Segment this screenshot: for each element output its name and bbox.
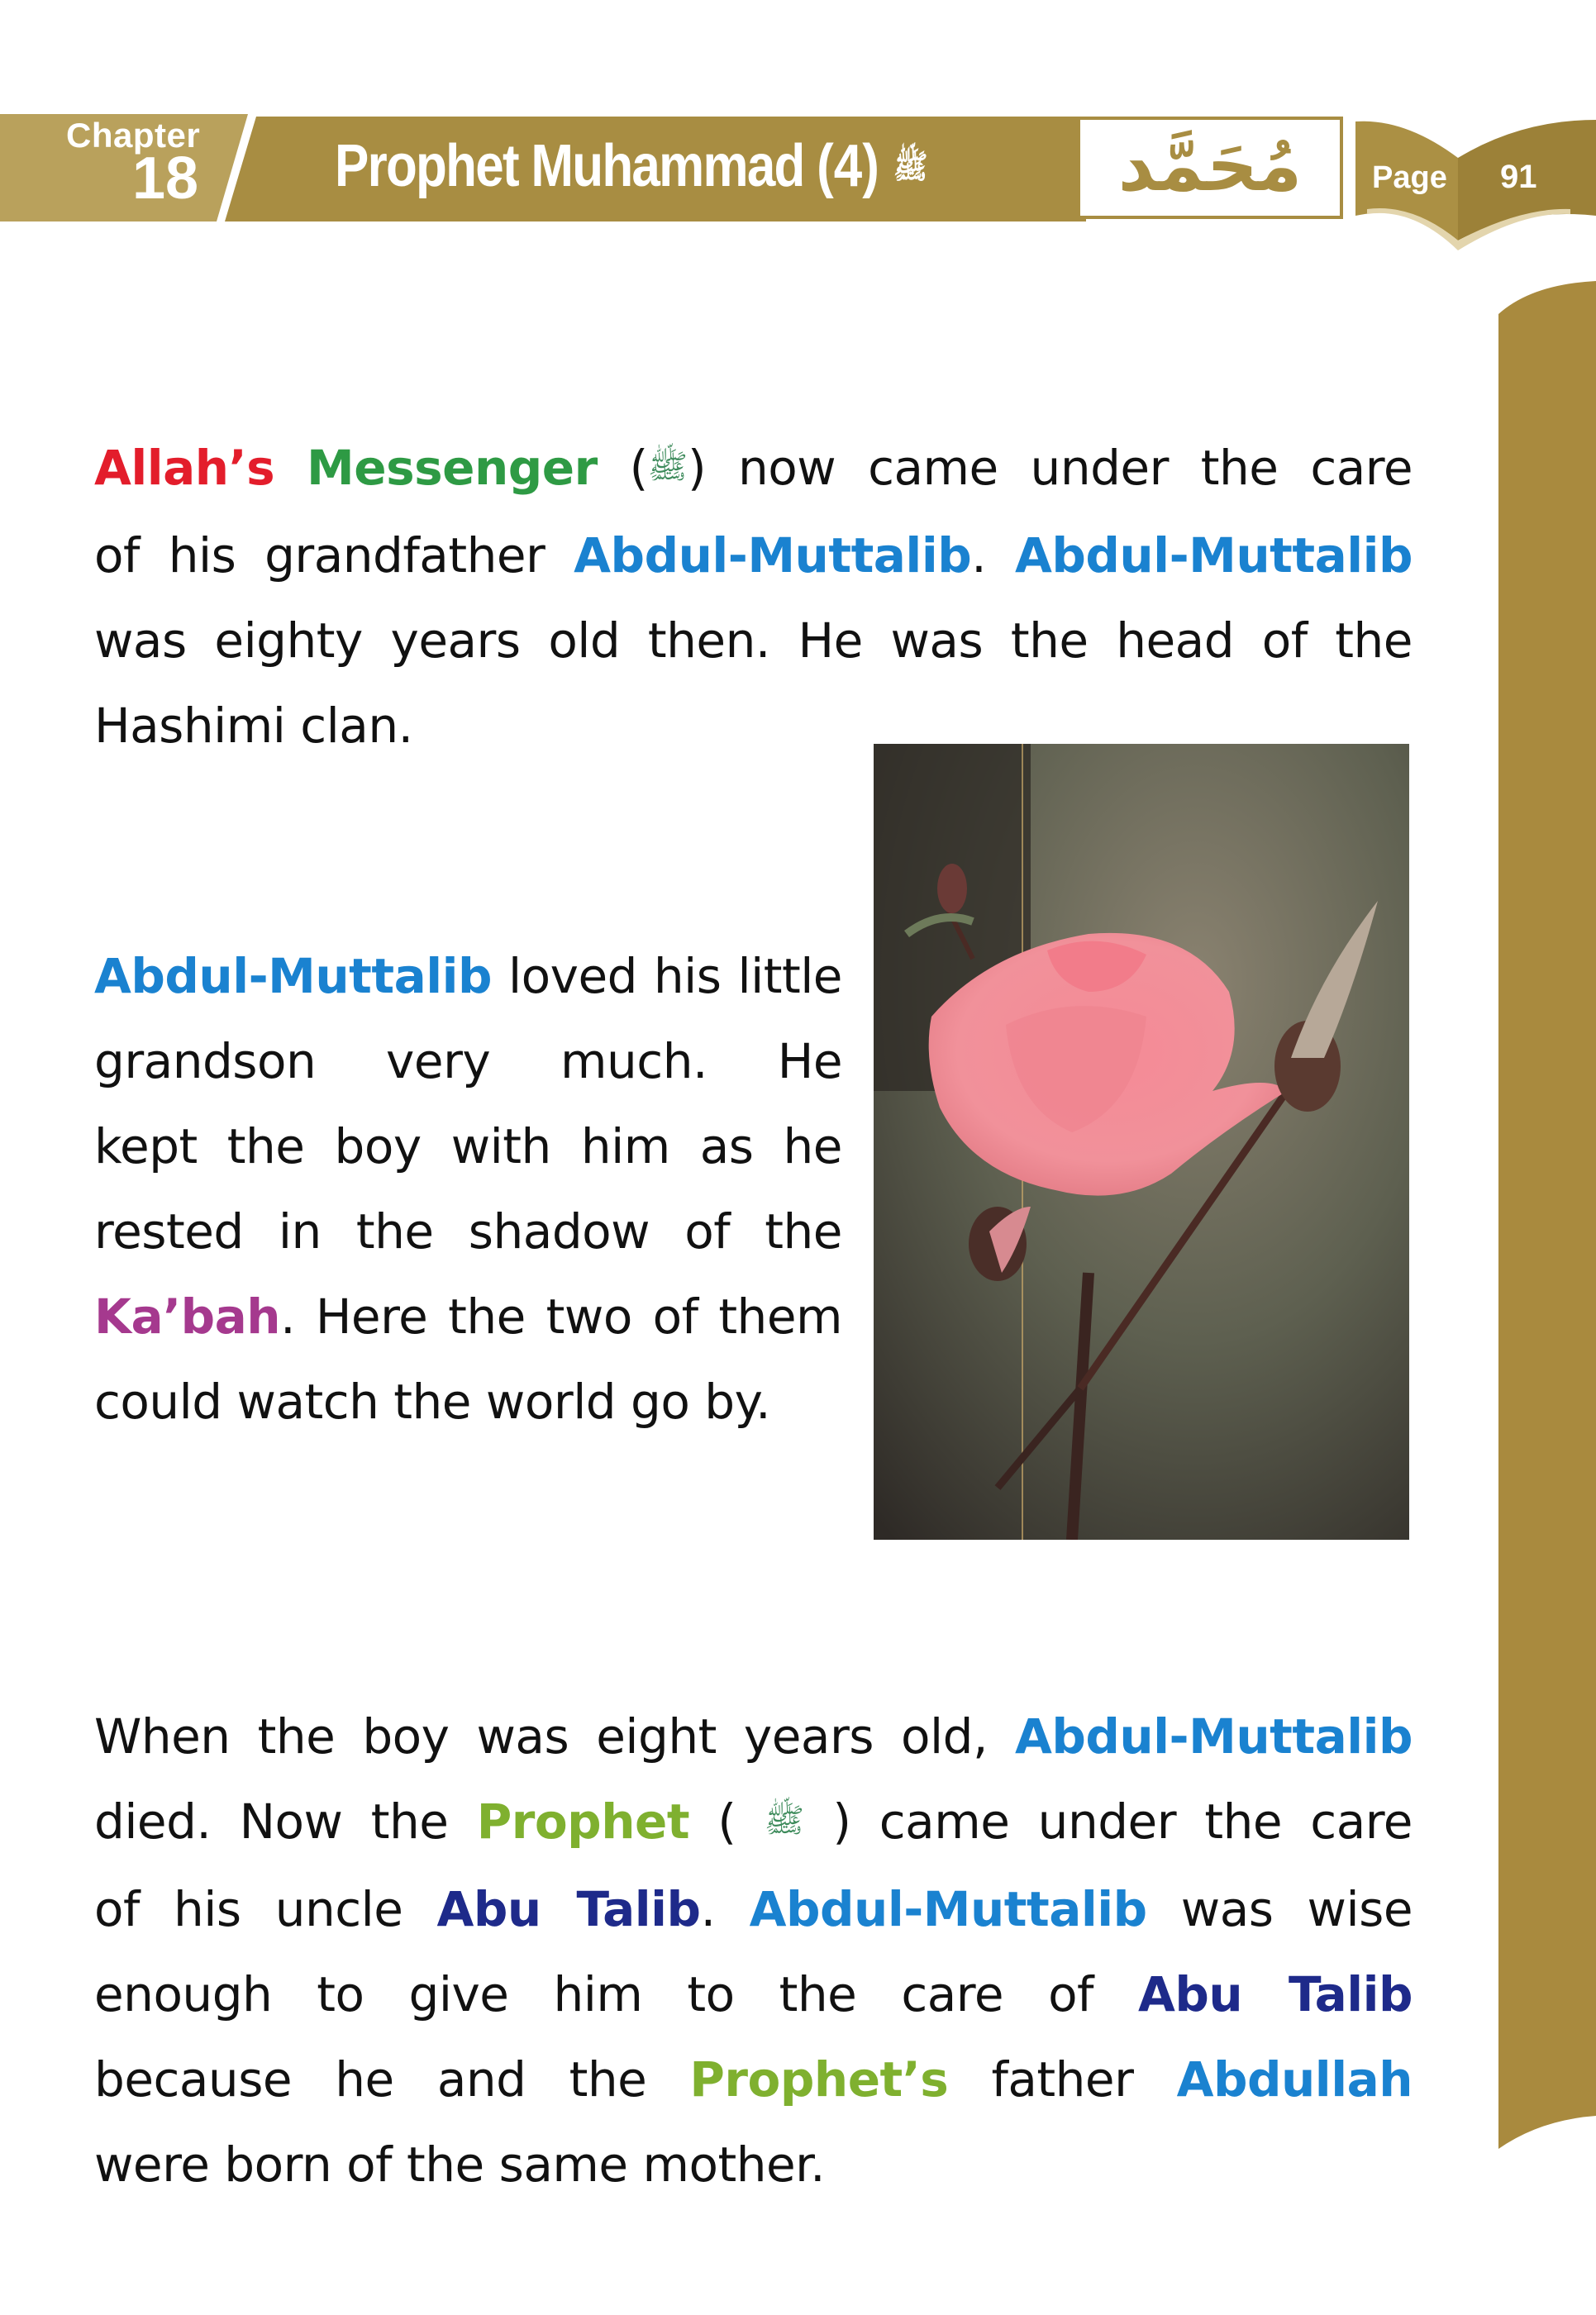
text-line: rested in the shadow of the [94, 1203, 842, 1260]
highlight-prophets: Prophet’s [689, 2051, 949, 2108]
text-line: Hashimi clan. [94, 698, 413, 755]
title-part: (4) [817, 133, 879, 199]
text-span: . [971, 527, 1015, 584]
text-span: was wise [1146, 1881, 1413, 1938]
text-span: father [948, 2051, 1177, 2108]
text-span: of his uncle [94, 1881, 437, 1938]
arabic-name-box [1077, 117, 1343, 219]
text-span: enough to give him to the care of [94, 1966, 1139, 2023]
text-line [94, 1867, 1413, 1952]
honorific-icon: ﷺ [764, 1802, 805, 1841]
side-tab-decoration [1498, 281, 1596, 2149]
text-line: could watch the world go by. [94, 1374, 771, 1430]
page-number: 91 [1500, 159, 1537, 195]
text-span: loved his little [492, 948, 842, 1004]
page-title [335, 132, 928, 200]
highlight-allahs: Allah’s [94, 440, 275, 496]
text-span: died. Now the [94, 1793, 477, 1850]
text-line [94, 1952, 1413, 2037]
text-span: . [700, 1881, 750, 1938]
page-label: Page [1372, 160, 1447, 195]
honorific-icon: ﷺ [893, 148, 928, 185]
text-span: ) now came under the care [688, 440, 1413, 496]
text-line [94, 1779, 1413, 1867]
highlight-abdul-muttalib: Abdul-Muttalib [1014, 527, 1413, 584]
text-span: of his grandfather [94, 527, 574, 584]
highlight-kabah: Ka’bah [94, 1288, 281, 1345]
highlight-abdul-muttalib: Abdul-Muttalib [1014, 1708, 1413, 1765]
text-line [94, 1694, 1413, 1779]
highlight-abdul-muttalib: Abdul-Muttalib [94, 948, 493, 1004]
text-line [94, 513, 1413, 598]
text-span: because he and the [94, 2051, 690, 2108]
text-line [94, 1274, 842, 1360]
text-line [94, 426, 1413, 513]
text-line: kept the boy with him as he [94, 1118, 842, 1174]
paragraph-2 [94, 934, 842, 1445]
paragraph-3 [94, 1694, 1413, 2208]
rose-photo [874, 744, 1409, 1540]
title-text: Prophet Muhammad [335, 133, 804, 199]
text-line: grandson very much. He [94, 1033, 842, 1089]
text-line [94, 934, 842, 1019]
highlight-abu-talib: Abu Talib [436, 1881, 701, 1938]
paren-open: ( [689, 1793, 765, 1850]
chapter-number: 18 [132, 145, 199, 212]
text-span: ) came under the care [804, 1793, 1413, 1850]
arabic-name: مُحَمَّد [1117, 125, 1303, 207]
highlight-abdullah: Abdullah [1176, 2051, 1413, 2108]
highlight-abu-talib: Abu Talib [1138, 1966, 1413, 2023]
paragraph-1 [94, 426, 1413, 769]
text-line: were born of the same mother. [94, 2136, 826, 2194]
honorific-icon: ﷺ [647, 448, 688, 487]
text-line: was eighty years old then. He was the head of the [94, 612, 1413, 669]
text-span: When the boy was eight years old, [94, 1708, 1015, 1765]
highlight-messenger: Messenger [307, 440, 598, 496]
text-line [94, 2037, 1413, 2122]
paren-open: ( [629, 440, 648, 496]
highlight-abdul-muttalib: Abdul-Muttalib [574, 527, 972, 584]
chapter-label: Chapter [66, 116, 201, 155]
chapter-header [0, 114, 1596, 225]
text-span: . Here the two of them [280, 1288, 842, 1345]
highlight-abdul-muttalib: Abdul-Muttalib [749, 1881, 1147, 1938]
highlight-prophet: Prophet [476, 1793, 690, 1850]
